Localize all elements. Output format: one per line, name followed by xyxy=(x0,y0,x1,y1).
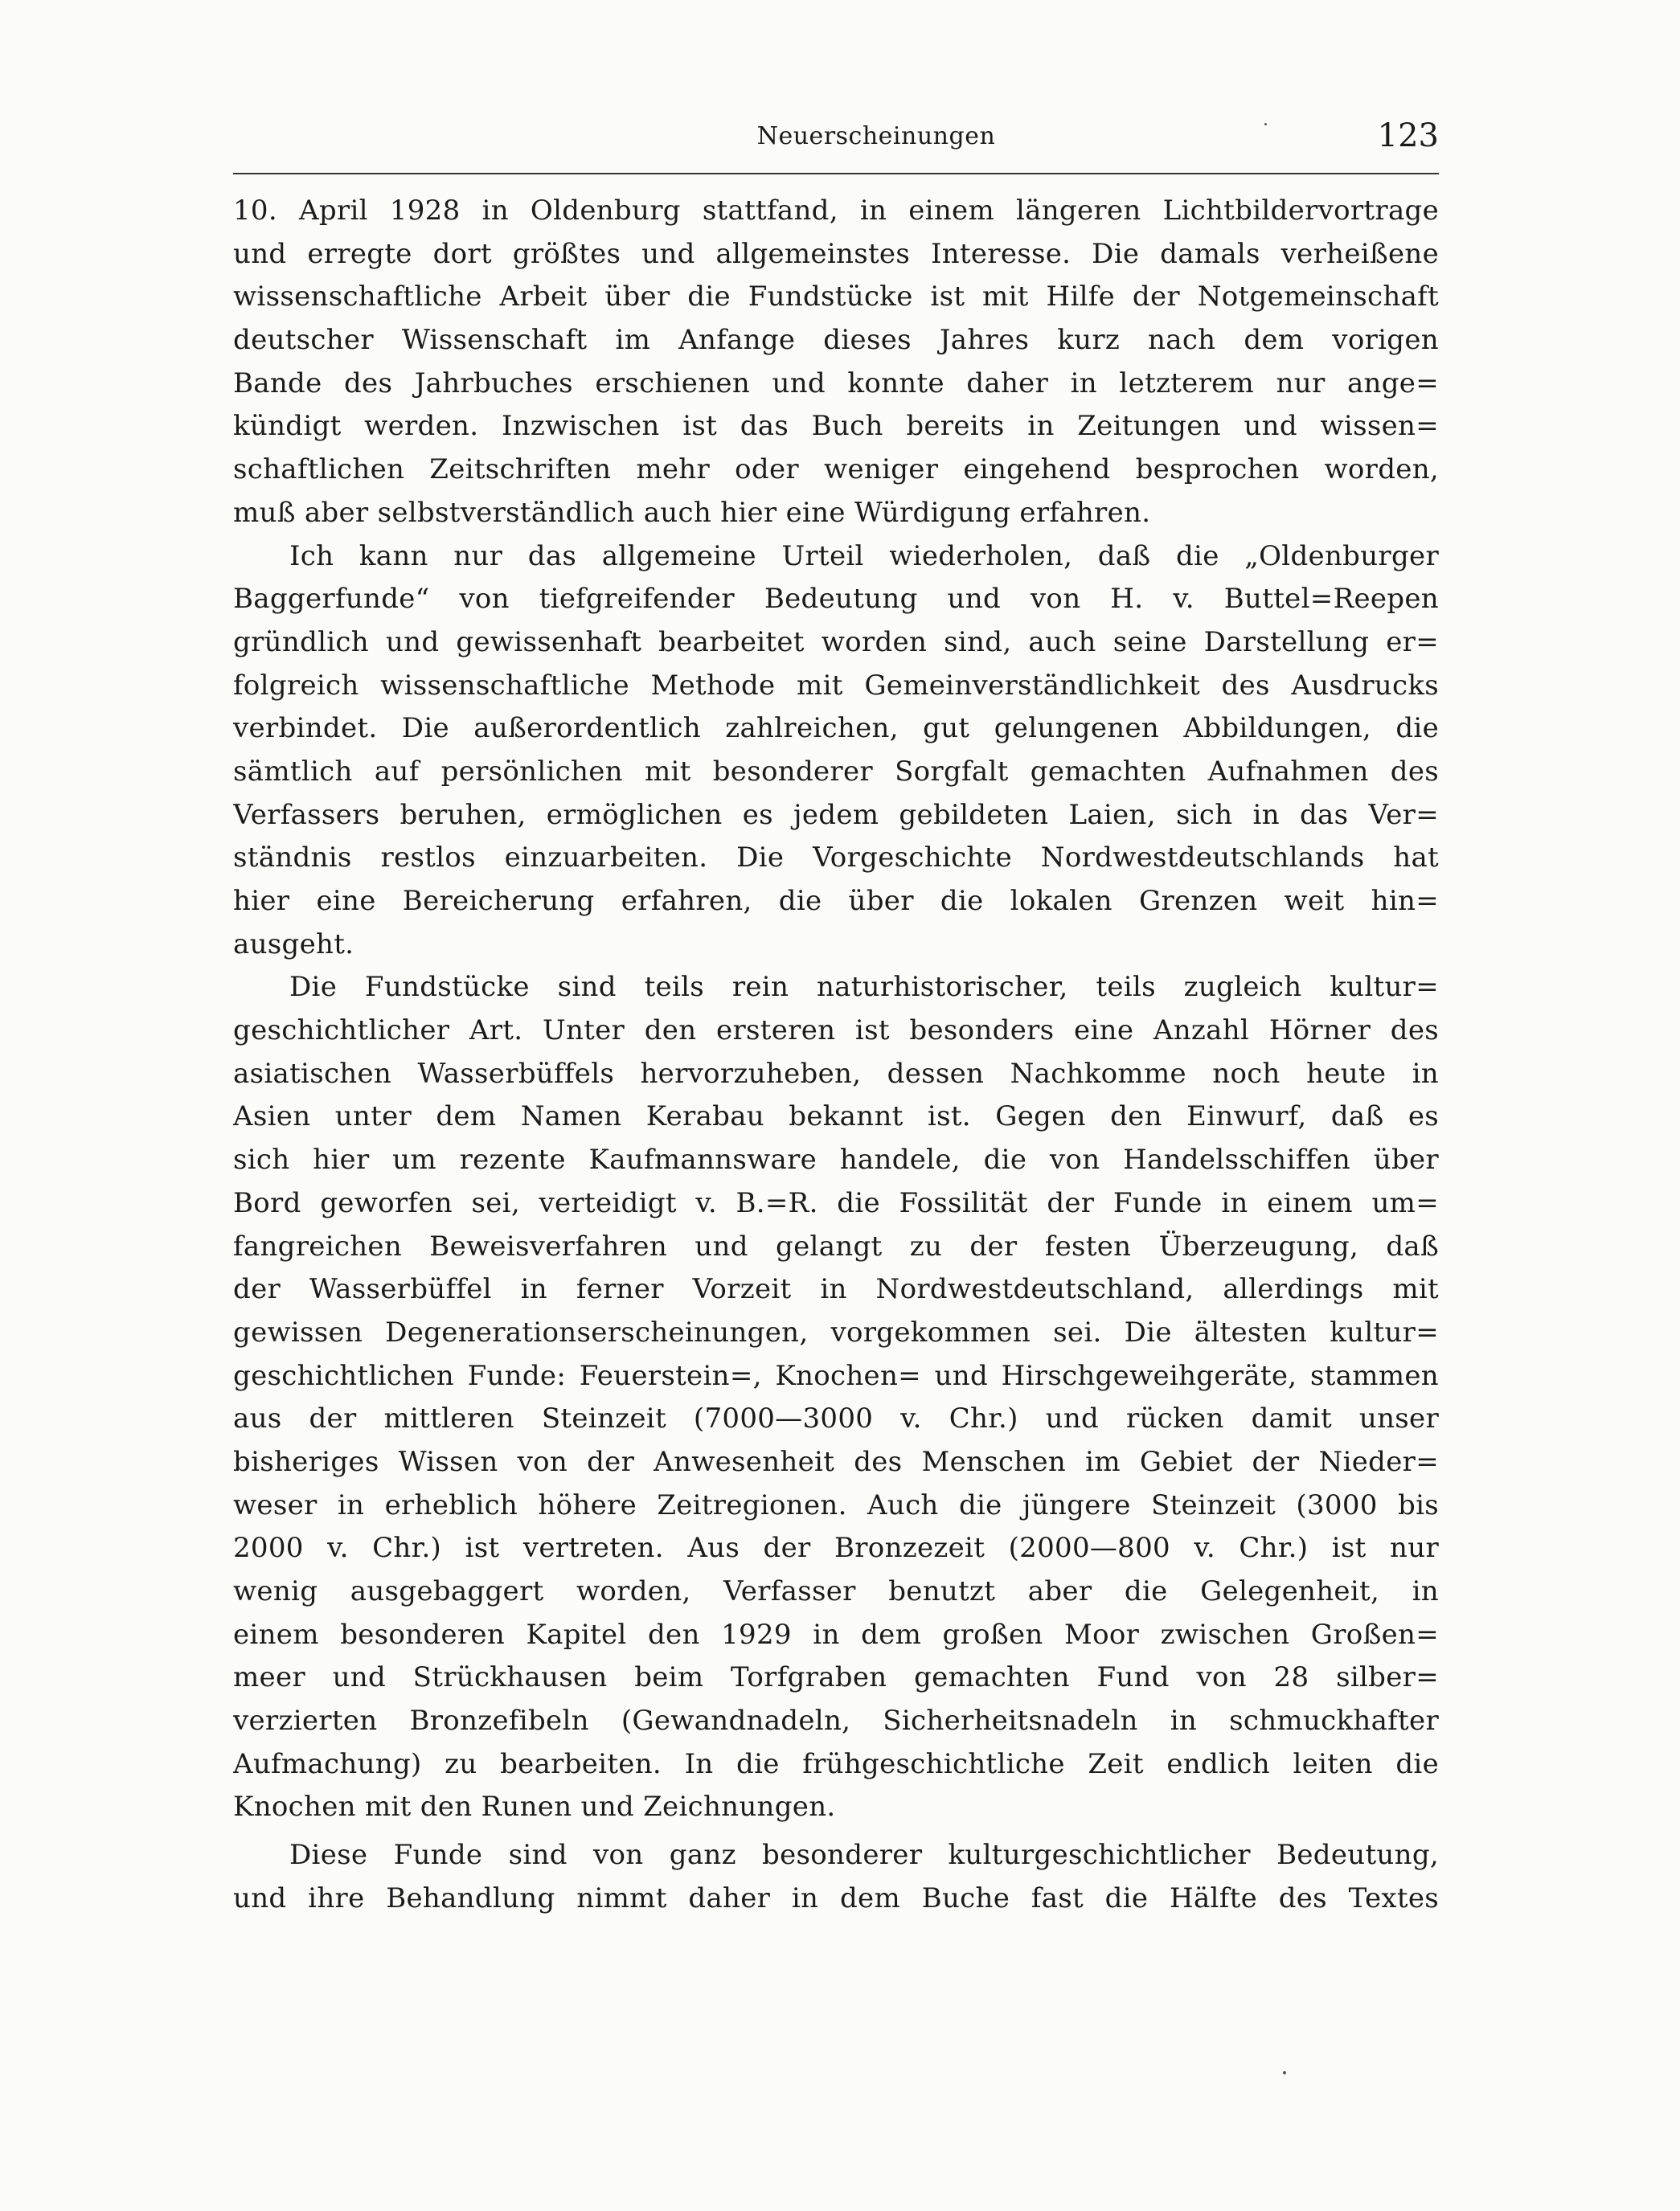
text-line: kündigt werden. Inzwischen ist das Buch bereits in Zeitungen und wissen= xyxy=(233,410,1439,443)
text-line: und ihre Behandlung nimmt daher in dem Buche fast die Hälfte des Textes xyxy=(233,1881,1439,1914)
text-line: meer und Strückhausen beim Torfgraben gemachten Fund von 28 silber= xyxy=(233,1661,1439,1694)
running-head: Neuerscheinungen xyxy=(756,122,996,150)
text-line: ausgeht. xyxy=(233,927,354,960)
text-line: Diese Funde sind von ganz besonderer kulturgeschichtlicher Bedeutung, xyxy=(289,1839,1439,1872)
text-line: und erregte dort größtes und allgemeinstes Interesse. Die damals verheißene xyxy=(233,237,1439,270)
text-line: weser in erheblich höhere Zeitregionen. Auch die jüngere Steinzeit (3000 bis xyxy=(233,1488,1439,1521)
text-line: deutscher Wissenschaft im Anfange dieses Jahres kurz nach dem vorigen xyxy=(233,324,1439,357)
paragraph xyxy=(233,966,1439,1829)
text-line: asiatischen Wasserbüffels hervorzuheben, dessen Nachkomme noch heute in xyxy=(233,1057,1439,1090)
text-line: fangreichen Beweisverfahren und gelangt zu der festen Überzeugung, daß xyxy=(233,1230,1439,1263)
body-text xyxy=(233,190,1439,1921)
text-line: folgreich wissenschaftliche Methode mit Gemeinverständlichkeit des Ausdrucks xyxy=(233,669,1439,702)
text-line: Bande des Jahrbuches erschienen und konnte daher in letzterem nur ange= xyxy=(233,366,1439,399)
text-line: Aufmachung) zu bearbeiten. In die frühgeschichtliche Zeit endlich leiten die xyxy=(233,1747,1439,1780)
text-line: Bord geworfen sei, verteidigt v. B.=R. die Fossilität der Funde in einem um= xyxy=(233,1186,1439,1219)
text-line: 2000 v. Chr.) ist vertreten. Aus der Bronzezeit (2000—800 v. Chr.) ist nur xyxy=(233,1532,1439,1565)
text-line: sämtlich auf persönlichen mit besonderer Sorgfalt gemachten Aufnahmen des xyxy=(233,755,1439,788)
print-speck xyxy=(1283,2071,1286,2074)
header-rule xyxy=(233,173,1439,174)
text-line: Knochen mit den Runen und Zeichnungen. xyxy=(233,1791,836,1824)
paragraph xyxy=(233,1834,1439,1920)
text-line: wenig ausgebaggert worden, Verfasser benutzt aber die Gelegenheit, in xyxy=(233,1575,1439,1607)
text-line: hier eine Bereicherung erfahren, die über die lokalen Grenzen weit hin= xyxy=(233,885,1439,917)
text-line: 10. April 1928 in Oldenburg stattfand, in einem längeren Lichtbildervortrage xyxy=(233,194,1439,227)
text-line: Die Fundstücke sind teils rein naturhistorischer, teils zugleich kultur= xyxy=(289,971,1439,1004)
text-line: bisheriges Wissen von der Anwesenheit des Menschen im Gebiet der Nieder= xyxy=(233,1445,1439,1478)
text-line: Baggerfunde“ von tiefgreifender Bedeutung und von H. v. Buttel=Reepen xyxy=(233,583,1439,616)
page-header xyxy=(233,117,1439,169)
print-speck xyxy=(1264,123,1267,125)
text-line: verbindet. Die außerordentlich zahlreichen, gut gelungenen Abbildungen, die xyxy=(233,712,1439,745)
text-line: geschichtlichen Funde: Feuerstein=, Knochen= und Hirschgeweihgeräte, stammen xyxy=(233,1359,1439,1392)
text-line: aus der mittleren Steinzeit (7000—3000 v. Chr.) und rücken damit unser xyxy=(233,1402,1439,1435)
page-number: 123 xyxy=(1377,117,1439,154)
text-line: Asien unter dem Namen Kerabau bekannt ist. Gegen den Einwurf, daß es xyxy=(233,1100,1439,1133)
text-line: gewissen Degenerationserscheinungen, vorgekommen sei. Die ältesten kultur= xyxy=(233,1316,1439,1349)
text-line: einem besonderen Kapitel den 1929 in dem großen Moor zwischen Großen= xyxy=(233,1618,1439,1651)
text-line: der Wasserbüffel in ferner Vorzeit in Nordwestdeutschland, allerdings mit xyxy=(233,1273,1439,1306)
text-line: ständnis restlos einzuarbeiten. Die Vorgeschichte Nordwestdeutschlands hat xyxy=(233,841,1439,874)
text-line: muß aber selbstverständlich auch hier eine Würdigung erfahren. xyxy=(233,496,1151,529)
text-line: schaftlichen Zeitschriften mehr oder weniger eingehend besprochen worden, xyxy=(233,453,1439,486)
text-line: Ich kann nur das allgemeine Urteil wiederholen, daß die „Oldenburger xyxy=(289,539,1439,572)
text-line: wissenschaftliche Arbeit über die Fundstücke ist mit Hilfe der Notgemeinschaft xyxy=(233,280,1439,313)
text-line: Verfassers beruhen, ermöglichen es jedem gebildeten Laien, sich in das Ver= xyxy=(233,798,1439,831)
text-line: gründlich und gewissenhaft bearbeitet worden sind, auch seine Darstellung er= xyxy=(233,625,1439,658)
paragraph xyxy=(233,535,1439,967)
text-line: geschichtlicher Art. Unter den ersteren ist besonders eine Anzahl Hörner des xyxy=(233,1014,1439,1047)
paragraph xyxy=(233,190,1439,535)
text-line: sich hier um rezente Kaufmannsware handele, die von Handelsschiffen über xyxy=(233,1144,1439,1177)
text-line: verzierten Bronzefibeln (Gewandnadeln, Sicherheitsnadeln in schmuckhafter xyxy=(233,1705,1439,1738)
